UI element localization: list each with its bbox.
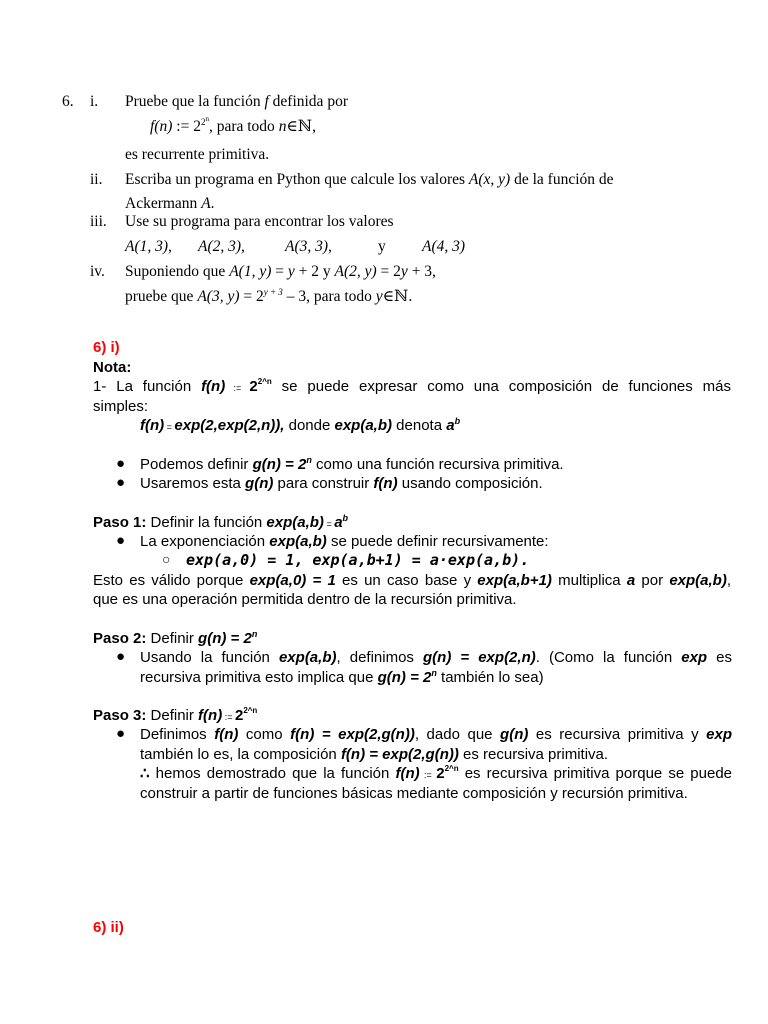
ackermann-value-3: A(3, 3), (285, 238, 332, 255)
step-3-conclusion-line2: construir a partir de funciones básicas mediante composición y recursión primitiva. (140, 785, 688, 802)
item-ii-line2: Ackermann A. (125, 195, 215, 212)
paragraph-2: f(n) = exp(2,exp(2,n)), donde exp(a,b) denota $a^b$ (140, 416, 461, 434)
circle-bullet-icon: ○ (162, 551, 171, 567)
item-i-line3: es recurrente primitiva. (125, 146, 270, 163)
bullet-icon: ● (116, 648, 126, 665)
step-3-bullet-line2: también lo es, la composición f(n) = exp(2,g(n)) es recursiva primitiva. (140, 746, 609, 763)
bullet-icon: ● (116, 725, 126, 742)
item-marker-iii: iii. (90, 213, 107, 230)
paragraph-1-line1: 1- La función f(n) := $2^{2\^{}n}$ se puede expresar como una composición de funciones más (93, 377, 731, 395)
therefore-icon: ∴ (140, 765, 150, 782)
step-1-bullet: La exponenciación exp(a,b) se puede definir recursivamente: (140, 533, 549, 550)
bullet-icon: ● (116, 455, 126, 472)
item-marker-ii: ii. (90, 171, 103, 188)
item-i-formula: f(n) := $2^{2^n}$, para todo n∈ℕ, (150, 115, 316, 135)
ackermann-value-and: y (378, 238, 386, 255)
step-1-explanation-line1: Esto es válido porque exp(a,0) = 1 es un caso base y exp(a,b+1) multiplica a por exp(a,b), (93, 572, 731, 589)
item-marker-i: i. (90, 93, 99, 110)
bullet-icon: ● (116, 474, 126, 491)
bullet-item-2: Usaremos esta g(n) para construir f(n) usando composición. (140, 475, 543, 492)
step-3-conclusion-line1: ∴ hemos demostrado que la función f(n) := $2^{2\^{}n}$ es recursiva primitiva porque se puede (140, 764, 733, 782)
step-3-bullet-line1: Definimos f(n) como f(n) = exp(2,g(n)), dado que g(n) es recursiva primitiva y exp (140, 726, 732, 743)
exercise-number: 6. (62, 93, 74, 110)
item-ii-line1: Escriba un programa en Python que calcule los valores A(x, y) de la función de (125, 171, 614, 188)
nota-heading: Nota: (93, 359, 132, 376)
item-iii-line1: Use su programa para encontrar los valores (125, 213, 394, 230)
item-marker-iv: iv. (90, 263, 105, 280)
step-2-bullet-line1: Usando la función exp(a,b), definimos g(n) = exp(2,n). (Como la función exp es (140, 649, 733, 666)
item-i-line1: Pruebe que la función f definida por (125, 93, 348, 110)
ackermann-value-1: A(1, 3), (125, 238, 172, 255)
item-iv-line2: pruebe que A(3, $y) = 2^{y + 3} - 3$, para todo y∈ℕ. (125, 287, 413, 305)
step-1-recursion-formula: exp(a,0) = 1, exp(a,b+1) = a·exp(a,b). (186, 551, 530, 569)
step-3-heading: Paso 3: Definir f(n) := $2^{2\^{}n}$ (93, 706, 258, 724)
step-2-heading: Paso 2: Definir $g(n) = 2^n$ (93, 629, 258, 647)
ackermann-value-2: A(2, 3), (198, 238, 245, 255)
step-1-explanation-line2: que es una operación permitida dentro de la recursión primitiva. (93, 591, 517, 608)
bullet-item-1: Podemos definir $g(n) = 2^n$ como una función recursiva primitiva. (140, 455, 564, 473)
paragraph-1-line2: simples: (93, 398, 149, 415)
step-2-bullet-line2: recursiva primitiva esto implica que $g(n) = 2^n$ también lo sea) (140, 668, 544, 686)
section-heading-i: 6) i) (93, 339, 120, 356)
section-heading-ii: 6) ii) (93, 919, 124, 936)
bullet-icon: ● (116, 532, 126, 549)
ackermann-value-4: A(4, 3) (422, 238, 466, 255)
step-1-heading: Paso 1: Definir la función $\exp(a,b) = a^b$ (93, 513, 349, 531)
item-iv-line1: Suponiendo que A(1, y) = y + 2 y A(2, y) = 2y + 3, (125, 263, 436, 280)
